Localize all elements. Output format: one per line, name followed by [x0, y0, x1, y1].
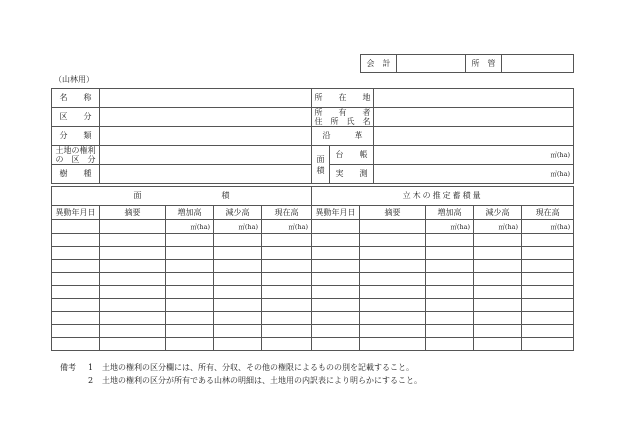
table-cell[interactable]	[100, 299, 166, 312]
owner-label-line2: 住 所 氏 名	[314, 117, 371, 126]
table-cell[interactable]	[312, 299, 360, 312]
table-cell[interactable]	[474, 273, 522, 286]
table-cell[interactable]	[166, 286, 214, 299]
table-cell[interactable]	[166, 299, 214, 312]
table-cell[interactable]	[214, 325, 262, 338]
table-cell[interactable]	[522, 286, 574, 299]
table-row	[52, 234, 574, 247]
table-cell[interactable]	[426, 325, 474, 338]
table-cell[interactable]	[166, 234, 214, 247]
history-label: 沿 革	[312, 127, 374, 146]
col-summary-header: 摘要	[100, 206, 166, 220]
table-cell[interactable]	[100, 286, 166, 299]
name-label: 名 称	[52, 89, 100, 108]
table-cell[interactable]	[166, 338, 214, 351]
name-value[interactable]	[100, 89, 312, 108]
table-cell[interactable]	[262, 312, 312, 325]
info-table	[51, 88, 574, 184]
note-number: 1	[88, 363, 94, 372]
table-cell[interactable]	[522, 325, 574, 338]
table-cell[interactable]	[312, 286, 360, 299]
table-cell[interactable]	[312, 260, 360, 273]
table-cell[interactable]	[166, 273, 214, 286]
table-cell[interactable]	[214, 260, 262, 273]
table-cell[interactable]	[474, 338, 522, 351]
table-row	[52, 338, 574, 351]
table-cell[interactable]	[262, 260, 312, 273]
table-cell[interactable]	[474, 312, 522, 325]
actual-value[interactable]	[374, 165, 574, 184]
col-summary-header: 摘要	[360, 206, 426, 220]
col-date-header: 異動年月日	[312, 206, 360, 220]
table-row	[52, 273, 574, 286]
unit-label: ㎡(ha)	[238, 222, 258, 231]
table-cell[interactable]	[360, 234, 426, 247]
table-cell[interactable]	[522, 234, 574, 247]
table-cell[interactable]	[100, 325, 166, 338]
note-line-1	[60, 361, 600, 374]
unit-label: ㎡(ha)	[550, 170, 570, 178]
ledger-table	[51, 186, 574, 351]
table-cell[interactable]	[262, 338, 312, 351]
area-group-line2: 積	[316, 165, 325, 175]
table-cell[interactable]	[426, 312, 474, 325]
table-cell[interactable]	[100, 260, 166, 273]
table-cell[interactable]	[214, 312, 262, 325]
table-cell[interactable]	[360, 220, 426, 234]
form-type-label: （山林用）	[54, 75, 94, 84]
table-cell[interactable]	[522, 299, 574, 312]
table-cell[interactable]	[360, 325, 426, 338]
jurisdiction-value[interactable]	[502, 55, 574, 73]
timber-section-header: 立木の推定蓄積量	[312, 187, 574, 206]
area-group-label	[312, 146, 330, 184]
table-cell[interactable]	[312, 234, 360, 247]
empty-rows	[52, 234, 574, 351]
table-cell[interactable]	[426, 299, 474, 312]
area-section-header: 面 積	[52, 187, 312, 206]
table-cell[interactable]	[262, 247, 312, 260]
table-cell[interactable]	[100, 247, 166, 260]
table-cell[interactable]	[262, 273, 312, 286]
table-cell[interactable]	[360, 286, 426, 299]
tree-species-value[interactable]	[100, 165, 312, 184]
table-cell[interactable]	[312, 338, 360, 351]
table-cell[interactable]	[474, 260, 522, 273]
table-cell[interactable]	[312, 247, 360, 260]
register-value[interactable]	[374, 146, 574, 165]
classification-value[interactable]	[100, 127, 312, 146]
col-current-header: 現在高	[262, 206, 312, 220]
owner-value[interactable]	[374, 108, 574, 127]
classification-label: 分 類	[52, 127, 100, 146]
table-cell[interactable]	[426, 286, 474, 299]
table-cell[interactable]	[312, 273, 360, 286]
col-increase-header: 増加高	[426, 206, 474, 220]
table-cell[interactable]	[426, 220, 474, 234]
table-row	[52, 286, 574, 299]
location-value[interactable]	[374, 89, 574, 108]
table-cell[interactable]	[100, 220, 166, 234]
table-cell[interactable]	[52, 273, 100, 286]
header-box	[360, 54, 574, 73]
table-cell[interactable]	[360, 338, 426, 351]
table-cell[interactable]	[214, 273, 262, 286]
tree-species-label: 樹 種	[52, 165, 100, 184]
table-cell[interactable]	[214, 247, 262, 260]
table-row	[52, 312, 574, 325]
table-row	[52, 247, 574, 260]
table-cell[interactable]	[474, 247, 522, 260]
table-cell[interactable]	[360, 312, 426, 325]
table-cell[interactable]	[426, 260, 474, 273]
note-line-2	[60, 374, 600, 387]
table-cell[interactable]	[262, 286, 312, 299]
col-current-header: 現在高	[522, 206, 574, 220]
category-label: 区 分	[52, 108, 100, 127]
owner-label	[312, 108, 374, 127]
table-cell[interactable]	[214, 338, 262, 351]
unit-label: ㎡(ha)	[288, 222, 309, 231]
table-cell[interactable]	[52, 325, 100, 338]
note-text: 土地の権利の区分が所有である山林の明細は、土地用の内訳表により明らかにすること。	[102, 376, 422, 385]
table-cell[interactable]	[426, 247, 474, 260]
location-label: 所 在 地	[312, 89, 374, 108]
table-cell[interactable]	[52, 286, 100, 299]
unit-label: ㎡(ha)	[450, 222, 471, 231]
table-cell[interactable]	[214, 220, 262, 234]
owner-label-line1: 所 有 者	[314, 108, 371, 117]
table-cell[interactable]	[262, 325, 312, 338]
history-value[interactable]	[374, 127, 574, 146]
table-cell[interactable]	[360, 299, 426, 312]
actual-label: 実 測	[330, 165, 374, 184]
col-decrease-header: 減少高	[214, 206, 262, 220]
table-cell[interactable]	[214, 234, 262, 247]
table-cell[interactable]	[474, 220, 522, 234]
table-cell[interactable]	[426, 234, 474, 247]
notes-label: 備考	[60, 363, 76, 372]
table-cell[interactable]	[52, 234, 100, 247]
accounting-value[interactable]	[397, 55, 466, 73]
category-value[interactable]	[100, 108, 312, 127]
table-cell[interactable]	[100, 312, 166, 325]
table-cell[interactable]	[52, 338, 100, 351]
table-row	[52, 325, 574, 338]
area-group-line1: 面	[316, 154, 325, 164]
table-cell[interactable]	[166, 325, 214, 338]
table-cell[interactable]	[166, 247, 214, 260]
col-decrease-header: 減少高	[474, 206, 522, 220]
land-right-type-line2: の 区 分	[55, 155, 96, 164]
table-cell[interactable]	[360, 247, 426, 260]
table-cell[interactable]	[52, 260, 100, 273]
table-cell[interactable]	[52, 247, 100, 260]
land-right-type-label	[52, 146, 100, 165]
table-cell[interactable]	[214, 299, 262, 312]
table-cell[interactable]	[522, 220, 574, 234]
table-cell[interactable]	[166, 260, 214, 273]
accounting-label: 会 計	[361, 55, 397, 73]
register-label: 台 帳	[330, 146, 374, 165]
table-cell[interactable]	[360, 273, 426, 286]
table-cell[interactable]	[100, 273, 166, 286]
table-cell[interactable]	[522, 312, 574, 325]
table-cell[interactable]	[262, 234, 312, 247]
unit-label: ㎡(ha)	[550, 151, 570, 159]
table-cell[interactable]	[100, 338, 166, 351]
table-row	[52, 220, 574, 234]
col-date-header: 異動年月日	[52, 206, 100, 220]
table-cell[interactable]	[214, 286, 262, 299]
land-right-type-value[interactable]	[100, 146, 312, 165]
table-cell[interactable]	[312, 325, 360, 338]
table-cell[interactable]	[360, 260, 426, 273]
table-cell[interactable]	[262, 299, 312, 312]
table-cell[interactable]	[522, 247, 574, 260]
table-cell[interactable]	[474, 234, 522, 247]
jurisdiction-label: 所 管	[466, 55, 502, 73]
unit-label: ㎡(ha)	[550, 222, 571, 231]
note-number: 2	[88, 376, 94, 385]
table-cell[interactable]	[474, 286, 522, 299]
table-cell[interactable]	[426, 338, 474, 351]
unit-label: ㎡(ha)	[190, 222, 210, 231]
table-cell[interactable]	[474, 325, 522, 338]
table-cell[interactable]	[52, 220, 100, 234]
col-increase-header: 増加高	[166, 206, 214, 220]
table-cell[interactable]	[522, 273, 574, 286]
column-header-row	[52, 206, 574, 220]
table-cell[interactable]	[166, 312, 214, 325]
table-cell[interactable]	[312, 312, 360, 325]
table-cell[interactable]	[52, 299, 100, 312]
table-cell[interactable]	[522, 338, 574, 351]
table-cell[interactable]	[426, 273, 474, 286]
table-cell[interactable]	[312, 220, 360, 234]
table-cell[interactable]	[100, 234, 166, 247]
unit-label: ㎡(ha)	[498, 222, 519, 231]
notes	[60, 361, 600, 387]
table-cell[interactable]	[166, 220, 214, 234]
table-cell[interactable]	[474, 299, 522, 312]
note-text: 土地の権利の区分欄には、所有、分収、その他の権限によるものの別を記載すること。	[102, 363, 414, 372]
table-cell[interactable]	[262, 220, 312, 234]
table-row	[52, 299, 574, 312]
land-right-type-line1: 土地の権利	[55, 146, 96, 155]
table-row	[52, 260, 574, 273]
table-cell[interactable]	[52, 312, 100, 325]
table-cell[interactable]	[522, 260, 574, 273]
